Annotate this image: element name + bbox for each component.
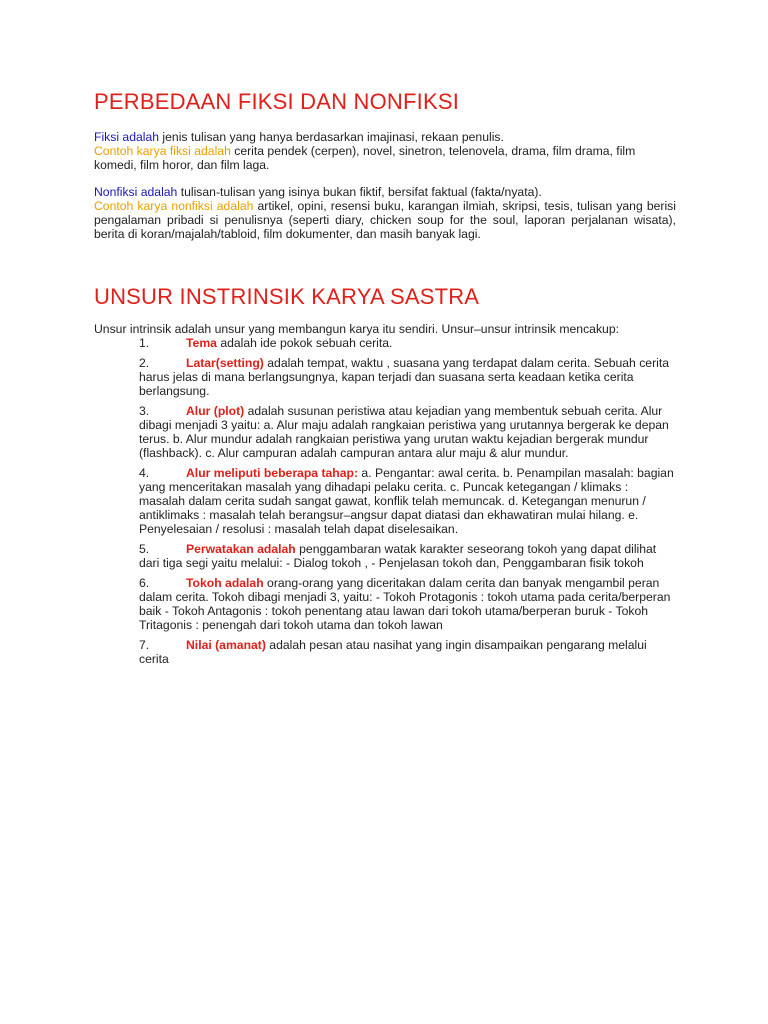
fiksi-paragraph [94, 130, 676, 172]
list-item: 3. Alur (plot) adalah susunan peristiwa atau kejadian yang membentuk sebuah cerita. Alur dibagi menjadi 3 yaitu: a. Alur maju adalah rangkaian peristiwa yang urutannya bergerak ke depan terus. b. Alur mundur adalah rangkaian peristiwa yang urutan waktu kejadian bergerak mundur (flashback). c. Alur campuran adalah campuran antara alur maju & alur mundur. [139, 404, 669, 460]
fiksi-label: Fiksi adalah [94, 130, 160, 144]
list-item: 2. Latar(setting) adalah tempat, waktu , suasana yang terdapat dalam cerita. Sebuah cerita harus jelas di mana berlangsungnya, kapan terjadi dan suasana serta keadaan ketika cerita berlangsung. [139, 356, 670, 398]
contoh-fiksi-label: Contoh karya fiksi adalah [94, 144, 231, 158]
list-item: 5. Perwatakan adalah penggambaran watak karakter seseorang tokoh yang dapat dilihat dari tiga segi yaitu melalui: - Dialog tokoh , - Penjelasan tokoh dan, Penggambaran fisik tokoh [139, 542, 657, 570]
list-item: 6. Tokoh adalah orang-orang yang diceritakan dalam cerita dan banyak mengambil peran dalam cerita. Tokoh dibagi menjadi 3, yaitu: - Tokoh Protagonis : tokoh utama pada cerita/berperan baik - Tokoh Antagonis : tokoh penentang atau lawan dari tokoh utama/berperan buruk - Tokoh Tritagonis : penengah dari tokoh utama dan tokoh lawan [139, 576, 671, 632]
section-title-unsur: UNSUR INSTRINSIK KARYA SASTRA [94, 284, 480, 309]
nonfiksi-paragraph [94, 185, 676, 241]
unsur-intro: Unsur intrinsik adalah unsur yang membangun karya itu sendiri. Unsur–unsur intrinsik mencakup: [94, 322, 619, 336]
list-item: 4. Alur meliputi beberapa tahap: a. Pengantar: awal cerita. b. Penampilan masalah: bagian yang menceritakan masalah yang dihadapi pelaku cerita. c. Puncak ketegangan / klimaks : masalah dalam cerita sudah sangat gawat, konflik telah memuncak. d. Ketegangan menurun / antiklimaks : masalah telah berangsur–angsur dapat diatasi dan ekhawatiran mulai hilang. e. Penyelesaian / resolusi : masalah telah dapat diselesaikan. [139, 466, 674, 536]
list-item: 1. Tema adalah ide pokok sebuah cerita. [139, 336, 393, 350]
contoh-fiksi-text: cerita pendek (cerpen), novel, sinetron, telenovela, drama, film drama, film komedi, film horor, dan film laga. [94, 144, 636, 172]
list-item: 7. Nilai (amanat) adalah pesan atau nasihat yang ingin disampaikan pengarang melalui cerita [139, 638, 647, 666]
nonfiksi-text: tulisan-tulisan yang isinya bukan fiktif, bersifat faktual (fakta/nyata). [177, 185, 542, 199]
contoh-nonfiksi-text: artikel, opini, resensi buku, karangan ilmiah, skripsi, tesis, tulisan yang berisi pengalaman pribadi si penulisnya (seperti diary, chicken soup for the soul, laporan perjalanan wisata), berita di koran/majalah/tabloid, film dokumenter, dan masih banyak lagi. [94, 199, 676, 241]
nonfiksi-label: Nonfiksi adalah [94, 185, 178, 199]
fiksi-text: jenis tulisan yang hanya berdasarkan imajinasi, rekaan penulis. [159, 130, 504, 144]
section-title-fiksi: PERBEDAAN FIKSI DAN NONFIKSI [94, 89, 460, 114]
contoh-nonfiksi-label: Contoh karya nonfiksi adalah [94, 199, 254, 213]
unsur-list [139, 336, 677, 666]
